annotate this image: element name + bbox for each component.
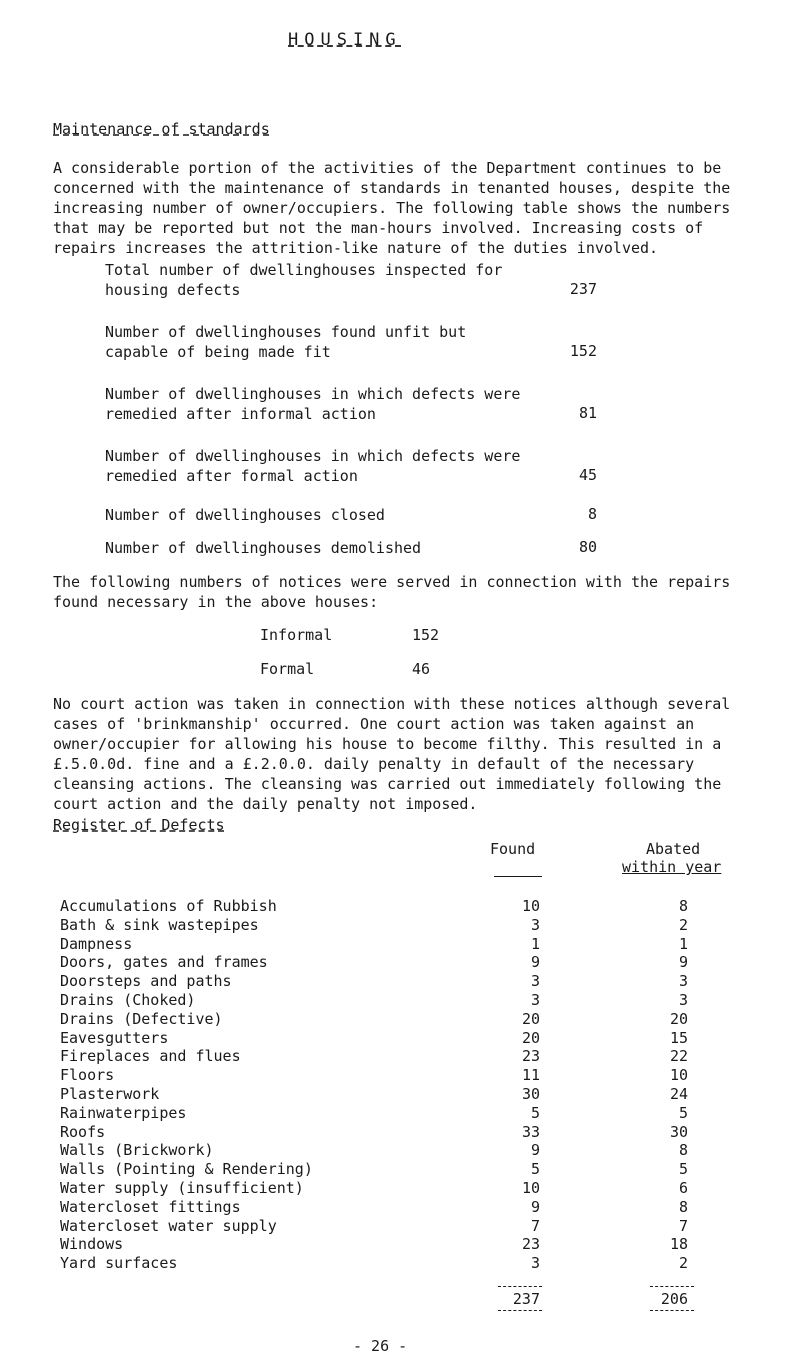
total-abated: 206: [660, 1290, 688, 1308]
abated-count: 2: [678, 915, 688, 934]
table-row: [0, 1085, 801, 1105]
abated-count: 30: [669, 1122, 688, 1141]
defect-name: Floors: [60, 1066, 115, 1085]
found-count: 20: [521, 1009, 540, 1028]
abated-count: 15: [669, 1028, 688, 1047]
defect-name: Fireplaces and flues: [60, 1047, 241, 1066]
abated-count: 8: [678, 1141, 688, 1160]
total-found: 237: [512, 1290, 540, 1308]
found-count: 23: [521, 1235, 540, 1254]
found-count: 7: [530, 1216, 540, 1235]
abated-count: 20: [669, 1009, 688, 1028]
table-row: [0, 972, 801, 992]
notice-value-formal: 46: [412, 660, 431, 678]
stat-value: 237: [569, 280, 597, 298]
found-count: 3: [530, 972, 540, 991]
defect-name: Rainwaterpipes: [60, 1103, 187, 1122]
table-row: [0, 1010, 801, 1030]
stat-value: 45: [578, 466, 597, 484]
column-header-within-year: within year: [622, 858, 722, 876]
abated-total-rule-top: [650, 1286, 694, 1287]
table-row: [0, 1254, 801, 1274]
table-row: [0, 916, 801, 936]
stat-label: Total number of dwellinghouses inspected for housing defects: [105, 261, 503, 299]
section-heading-maintenance: Maintenance of standards: [53, 120, 270, 138]
abated-count: 18: [669, 1235, 688, 1254]
defect-name: Walls (Pointing & Rendering): [60, 1160, 313, 1179]
column-header-abated: Abated: [646, 840, 701, 858]
found-header-rule: [494, 876, 542, 877]
intro-paragraph: A considerable portion of the activities of the Department continues to be concerned with the maintenance of standards in tenanted houses, despite the increasing number of owner/occupiers. The following table shows the numbers that may be reported but not the man-hours involved. Increasing costs of repairs increases the attrition-like nature of the duties involved.: [53, 159, 731, 257]
abated-count: 5: [678, 1160, 688, 1179]
table-row: [0, 1104, 801, 1124]
found-count: 1: [530, 934, 540, 953]
found-total-rule-bottom: [498, 1310, 542, 1311]
table-row: [0, 1217, 801, 1237]
abated-count: 8: [678, 1197, 688, 1216]
defect-name: Eavesgutters: [60, 1028, 169, 1047]
defect-name: Dampness: [60, 934, 133, 953]
defect-name: Windows: [60, 1235, 124, 1254]
abated-count: 7: [678, 1216, 688, 1235]
found-count: 9: [530, 1141, 540, 1160]
stat-label: Number of dwellinghouses demolished: [105, 539, 422, 557]
found-count: 20: [521, 1028, 540, 1047]
abated-count: 6: [678, 1179, 688, 1197]
table-row: [0, 1179, 801, 1199]
defect-name: Watercloset fittings: [60, 1197, 241, 1216]
found-total-rule-top: [498, 1286, 542, 1287]
table-row: [0, 1066, 801, 1086]
stat-label: Number of dwellinghouses closed: [105, 506, 385, 524]
found-count: 10: [521, 897, 540, 915]
found-count: 3: [530, 991, 540, 1009]
defect-name: Doors, gates and frames: [60, 953, 268, 972]
table-row: [0, 897, 801, 917]
found-count: 9: [530, 1197, 540, 1216]
notice-value-informal: 152: [412, 626, 440, 644]
abated-count: 22: [669, 1047, 688, 1066]
stat-value: 80: [578, 538, 597, 556]
register-heading: Register of Defects: [53, 816, 225, 834]
column-header-found: Found: [490, 840, 536, 858]
page-title: HOUSING: [288, 30, 402, 50]
defect-name: Watercloset water supply: [60, 1216, 277, 1235]
stat-value: 81: [578, 404, 597, 422]
defect-name: Bath & sink wastepipes: [60, 915, 259, 934]
defect-name: Accumulations of Rubbish: [60, 897, 277, 915]
found-count: 33: [521, 1122, 540, 1141]
defect-name: Drains (Choked): [60, 991, 196, 1009]
found-count: 10: [521, 1179, 540, 1197]
defect-name: Doorsteps and paths: [60, 972, 232, 991]
abated-count: 9: [678, 953, 688, 972]
found-count: 11: [521, 1066, 540, 1085]
table-row: [0, 1029, 801, 1049]
stat-value: 152: [569, 342, 597, 360]
abated-count: 2: [678, 1254, 688, 1273]
table-row: [0, 1047, 801, 1067]
page-number: - 26 -: [353, 1337, 408, 1355]
defect-name: Plasterwork: [60, 1085, 160, 1103]
table-row: [0, 935, 801, 955]
found-count: 30: [521, 1085, 540, 1103]
abated-count: 3: [678, 972, 688, 991]
found-count: 23: [521, 1047, 540, 1066]
table-row: [0, 953, 801, 973]
stat-value: 8: [587, 505, 597, 523]
notice-label-informal: Informal: [260, 626, 333, 644]
abated-count: 3: [678, 991, 688, 1009]
found-count: 5: [530, 1160, 540, 1179]
abated-count: 10: [669, 1066, 688, 1085]
abated-count: 5: [678, 1103, 688, 1122]
table-row: [0, 1235, 801, 1255]
abated-count: 1: [678, 934, 688, 953]
table-row: [0, 991, 801, 1011]
table-row: [0, 1198, 801, 1218]
table-row: [0, 1160, 801, 1180]
stat-label: Number of dwellinghouses found unfit but capable of being made fit: [105, 323, 467, 361]
found-count: 3: [530, 915, 540, 934]
notice-label-formal: Formal: [260, 660, 315, 678]
found-count: 3: [530, 1254, 540, 1273]
defect-name: Drains (Defective): [60, 1009, 223, 1028]
defect-name: Yard surfaces: [60, 1254, 178, 1273]
stat-label: Number of dwellinghouses in which defects were remedied after informal action: [105, 385, 521, 423]
found-count: 5: [530, 1103, 540, 1122]
defect-name: Walls (Brickwork): [60, 1141, 214, 1160]
notices-intro: The following numbers of notices were served in connection with the repairs found necessary in the above houses:: [53, 573, 731, 611]
defect-name: Water supply (insufficient): [60, 1179, 304, 1197]
abated-total-rule-bottom: [650, 1310, 694, 1311]
found-count: 9: [530, 953, 540, 972]
stat-label: Number of dwellinghouses in which defects were remedied after formal action: [105, 447, 521, 485]
defect-name: Roofs: [60, 1122, 106, 1141]
table-row: [0, 1123, 801, 1143]
court-paragraph: No court action was taken in connection with these notices although several cases of 'brinkmanship' occurred. One court action was taken against an owner/occupier for allowing his house to become filthy. This resulted in a £.5.0.0d. fine and a £.2.0.0. daily penalty in default of the necessary cleansing actions. The cleansing was carried out immediately following the court action and the daily penalty not imposed.: [53, 695, 731, 813]
table-row: [0, 1141, 801, 1161]
abated-count: 24: [669, 1085, 688, 1103]
abated-count: 8: [678, 897, 688, 915]
